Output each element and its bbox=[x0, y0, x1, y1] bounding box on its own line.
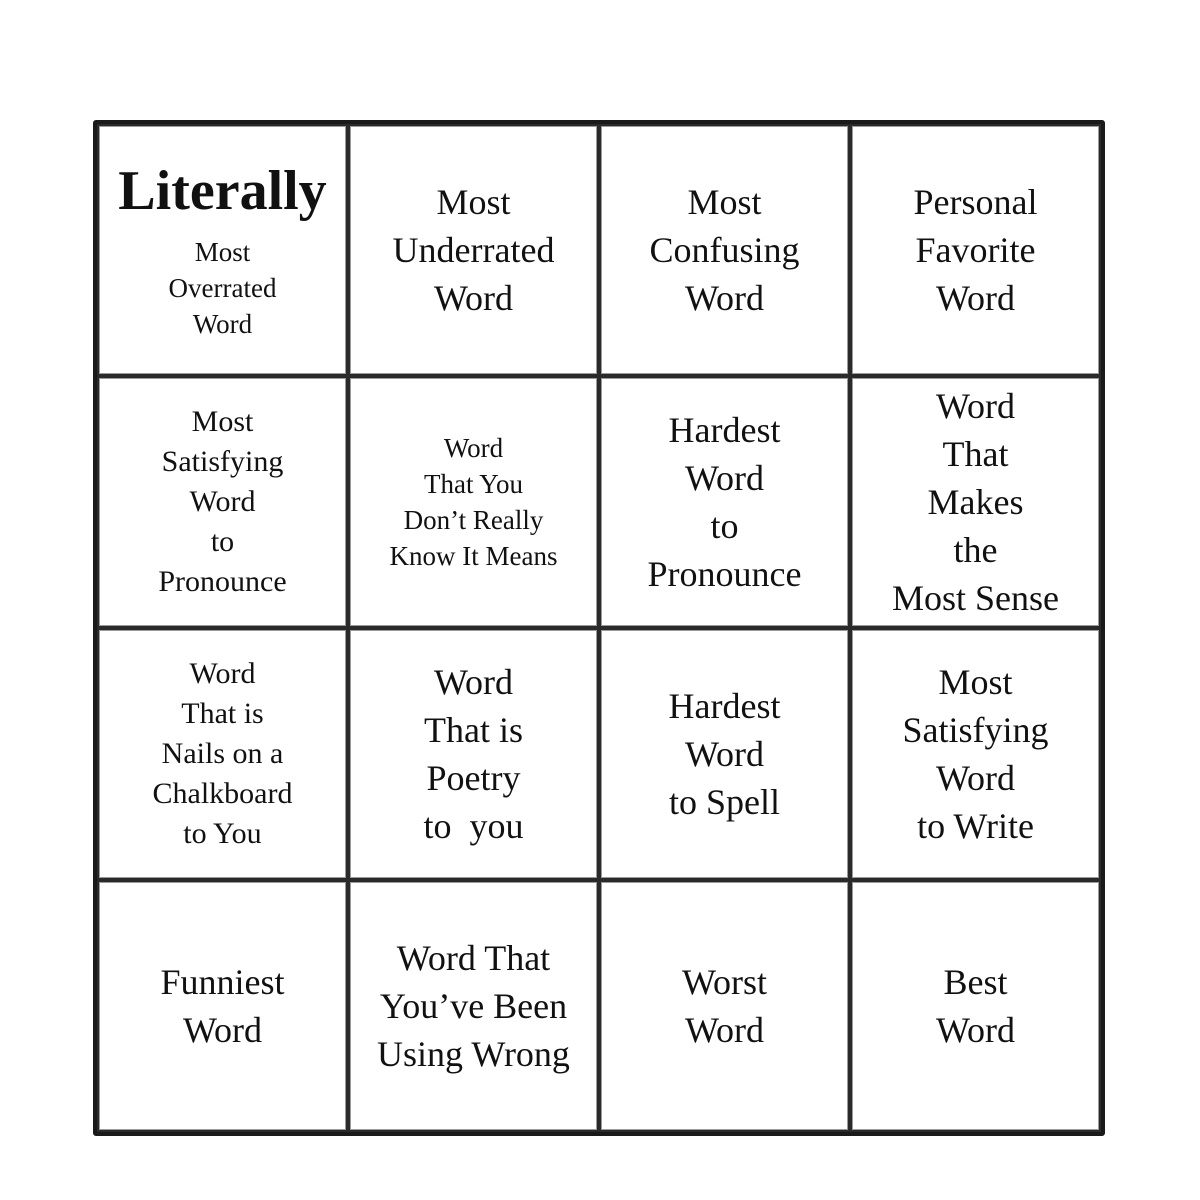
cell-text-line: Word bbox=[433, 278, 514, 318]
cell-text bbox=[153, 654, 293, 854]
cell-text-line: Word bbox=[935, 758, 1016, 798]
cell-text-line: Word bbox=[433, 662, 514, 702]
cell-text bbox=[423, 658, 523, 850]
cell-text-line: to bbox=[210, 525, 235, 558]
cell-text-line: Overrated bbox=[168, 273, 277, 303]
cell-text-line: Pronounce bbox=[158, 565, 287, 598]
cell-text bbox=[377, 934, 570, 1078]
bingo-cell-11 bbox=[599, 628, 850, 880]
bingo-cell-16 bbox=[850, 880, 1101, 1132]
cell-text-line: Word bbox=[684, 458, 765, 498]
cell-text-line: Word bbox=[189, 485, 256, 518]
cell-text-line: to You bbox=[183, 817, 262, 850]
cell-text-line: Most bbox=[687, 182, 762, 222]
cell-text bbox=[160, 958, 284, 1054]
cell-text-line: That is bbox=[181, 697, 264, 730]
cell-text-line: Funniest bbox=[160, 962, 285, 1002]
cell-text-line: Pronounce bbox=[647, 554, 802, 594]
cell-text bbox=[682, 958, 767, 1054]
bingo-cell-7 bbox=[599, 376, 850, 628]
cell-text-line: Word That bbox=[396, 938, 551, 978]
cell-text bbox=[158, 402, 286, 602]
bingo-cell-8 bbox=[850, 376, 1101, 628]
cell-text-line: Using Wrong bbox=[377, 1034, 570, 1074]
cell-text-line: Word bbox=[192, 309, 253, 339]
cell-text bbox=[892, 382, 1059, 622]
cell-text-line: Most bbox=[436, 182, 511, 222]
cell-text-line: Most bbox=[938, 662, 1013, 702]
cell-text-line: Makes bbox=[927, 482, 1024, 522]
cell-text-line: Word bbox=[443, 433, 504, 463]
cell-text-line: Most bbox=[194, 237, 251, 267]
cell-text-line: Most Sense bbox=[891, 578, 1059, 618]
cell-text-line: Word bbox=[935, 386, 1016, 426]
cell-text-line: to Write bbox=[917, 806, 1034, 846]
cell-text bbox=[648, 406, 802, 598]
cell-text bbox=[669, 682, 781, 826]
bingo-cell-2 bbox=[348, 124, 599, 376]
cell-text-line: Poetry bbox=[426, 758, 521, 798]
cell-text bbox=[649, 178, 799, 322]
bingo-cell-5 bbox=[97, 376, 348, 628]
cell-text-line: to you bbox=[423, 806, 524, 846]
cell-text-line: Word bbox=[684, 1010, 765, 1050]
cell-text-line: Word bbox=[935, 1010, 1016, 1050]
cell-text-line: Chalkboard bbox=[152, 777, 293, 810]
cell-text-line: Word bbox=[189, 657, 256, 690]
cell-text-line: to bbox=[710, 506, 739, 546]
bingo-cell-13 bbox=[97, 880, 348, 1132]
cell-text-line: That is bbox=[424, 710, 523, 750]
cell-text-line: Favorite bbox=[915, 230, 1036, 270]
cell-text-line: That bbox=[942, 434, 1009, 474]
bingo-cell-6 bbox=[348, 376, 599, 628]
cell-text-line: Worst bbox=[681, 962, 768, 1002]
board-title: Literally bbox=[118, 160, 327, 222]
bingo-cell-4 bbox=[850, 124, 1101, 376]
cell-text bbox=[390, 430, 558, 574]
cell-text-line: Best bbox=[943, 962, 1008, 1002]
bingo-cell-10 bbox=[348, 628, 599, 880]
cell-text-line: That You bbox=[423, 469, 523, 499]
cell-text-line: the bbox=[953, 530, 998, 570]
bingo-cell-3 bbox=[599, 124, 850, 376]
cell-text bbox=[169, 234, 277, 342]
cell-text-line: Hardest bbox=[668, 410, 781, 450]
cell-text-line: Know It Means bbox=[389, 541, 558, 571]
cell-text bbox=[902, 658, 1048, 850]
cell-text bbox=[914, 178, 1038, 322]
cell-text-line: Satisfying bbox=[161, 445, 284, 478]
cell-text-line: Don’t Really bbox=[403, 505, 544, 535]
cell-text bbox=[393, 178, 555, 322]
cell-text-line: Nails on a bbox=[161, 737, 284, 770]
cell-text-line: Satisfying bbox=[902, 710, 1049, 750]
cell-text-line: Word bbox=[182, 1010, 263, 1050]
bingo-cell-14 bbox=[348, 880, 599, 1132]
cell-text-line: Most bbox=[191, 405, 254, 438]
cell-text-line: You’ve Been bbox=[379, 986, 568, 1026]
bingo-cell-1 bbox=[97, 124, 348, 376]
cell-text-line: Hardest bbox=[668, 686, 781, 726]
cell-text-line: Word bbox=[935, 278, 1016, 318]
cell-text bbox=[936, 958, 1015, 1054]
bingo-cell-15 bbox=[599, 880, 850, 1132]
cell-text-line: Personal bbox=[913, 182, 1038, 222]
bingo-cell-12 bbox=[850, 628, 1101, 880]
bingo-cell-9 bbox=[97, 628, 348, 880]
cell-text-line: to Spell bbox=[668, 782, 780, 822]
cell-text-line: Confusing bbox=[649, 230, 800, 270]
cell-text-line: Word bbox=[684, 278, 765, 318]
bingo-board bbox=[93, 120, 1105, 1136]
cell-text-line: Underrated bbox=[392, 230, 555, 270]
cell-text-line: Word bbox=[684, 734, 765, 774]
